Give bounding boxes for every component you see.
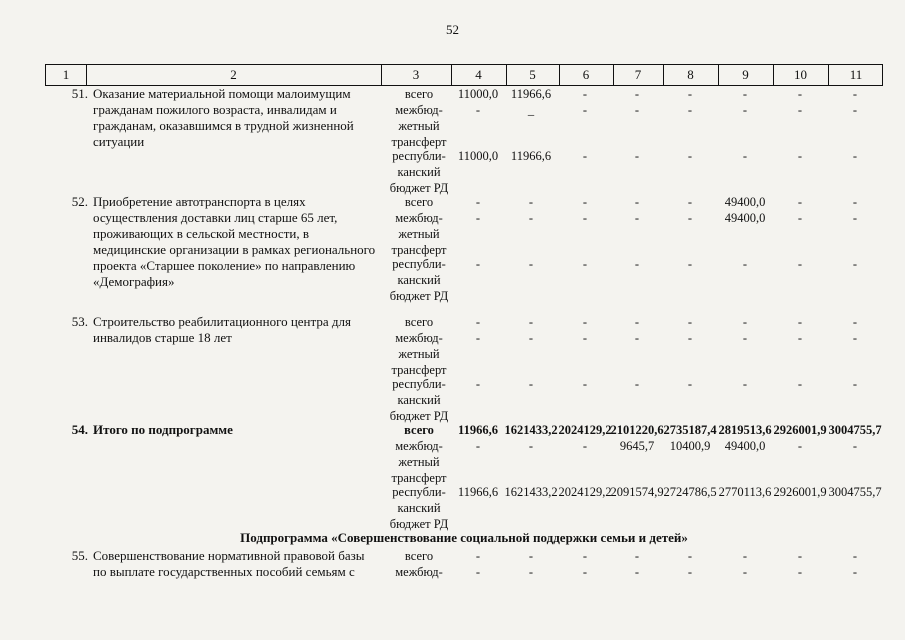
value-cell: - (528, 331, 534, 345)
value-cell: - (852, 103, 858, 117)
value-cell: - (582, 257, 588, 271)
value-cell: - (634, 149, 640, 163)
value-cell: - (742, 315, 748, 329)
subprogram-title-row (45, 530, 883, 548)
value-cell: - (742, 87, 748, 101)
funding-source: всего (404, 423, 434, 437)
value-cell: - (797, 257, 803, 271)
value-cell: - (797, 315, 803, 329)
value-cell: - (687, 195, 693, 209)
funding-source: всего (404, 315, 434, 329)
value-cell: 2091574,9 (610, 485, 664, 499)
value-cell: 2024129,2 (558, 485, 612, 499)
value-cell: 11966,6 (510, 149, 552, 163)
value-cell: - (852, 211, 858, 225)
value-cell: - (797, 565, 803, 579)
value-cell: - (475, 195, 481, 209)
value-cell: - (797, 377, 803, 391)
value-cell: _ (527, 103, 535, 117)
funding-source: межбюд-жетный трансферт (391, 103, 447, 149)
table-row (45, 194, 883, 314)
value-cell: - (528, 565, 534, 579)
header-divider (773, 65, 774, 86)
value-cell: - (634, 315, 640, 329)
funding-source: межбюд-жетный трансферт (391, 331, 447, 377)
value-cell: 2735187,4 (663, 423, 717, 437)
value-cell: - (797, 149, 803, 163)
value-cell: - (687, 565, 693, 579)
header-divider (828, 65, 829, 86)
header-cell-4: 4 (475, 67, 482, 82)
table-row (45, 86, 883, 194)
row-number: 53. (71, 314, 88, 329)
value-cell: 3004755,7 (828, 423, 882, 437)
header-divider (613, 65, 614, 86)
header-cell-3: 3 (412, 67, 420, 82)
value-cell: - (742, 257, 748, 271)
value-cell: - (852, 549, 858, 563)
header-divider (663, 65, 664, 86)
header-divider (718, 65, 719, 86)
header-cell-1: 1 (62, 67, 70, 82)
row-number: 55. (71, 548, 88, 563)
value-cell: 3004755,7 (828, 485, 882, 499)
budget-table (45, 64, 883, 640)
value-cell: - (582, 549, 588, 563)
funding-source: республи-канский бюджет РД (389, 257, 449, 303)
value-cell: - (687, 149, 693, 163)
value-cell: - (797, 103, 803, 117)
value-cell: - (852, 257, 858, 271)
value-cell: - (797, 195, 803, 209)
value-cell: 2926001,9 (773, 423, 827, 437)
row-name: Итого по подпрограмме (93, 422, 233, 437)
header-cell-9: 9 (742, 67, 749, 82)
value-cell: 49400,0 (724, 439, 766, 453)
header-cell-6: 6 (582, 67, 590, 82)
value-cell: - (687, 315, 693, 329)
value-cell: - (634, 87, 640, 101)
value-cell: 10400,9 (669, 439, 711, 453)
row-name: Оказание материальной помощи малоимущим гражданам пожилого возраста, инвалидам и гражданам, оказавшимся в трудной жизненной ситуации (93, 86, 354, 149)
value-cell: - (582, 331, 588, 345)
value-cell: - (634, 377, 640, 391)
value-cell: - (582, 377, 588, 391)
row-name: Строительство реабилитационного центра для инвалидов старше 18 лет (93, 314, 351, 345)
funding-source: республи-канский бюджет РД (389, 377, 449, 423)
funding-source: межбюд- (395, 565, 443, 579)
value-cell: 49400,0 (724, 195, 766, 209)
value-cell: - (852, 439, 858, 453)
page-number: 52 (446, 22, 459, 37)
value-cell: - (634, 195, 640, 209)
value-cell: - (797, 331, 803, 345)
value-cell: - (528, 211, 534, 225)
funding-source: всего (404, 195, 434, 209)
value-cell: - (797, 87, 803, 101)
table-row (45, 548, 883, 588)
row-number: 54. (71, 422, 88, 437)
header-cell-5: 5 (529, 67, 536, 82)
value-cell: - (687, 211, 693, 225)
value-cell: - (634, 331, 640, 345)
header-divider (381, 65, 382, 86)
value-cell: - (582, 439, 588, 453)
value-cell: - (528, 315, 534, 329)
header-cell-7: 7 (634, 67, 642, 82)
value-cell: 11966,6 (510, 87, 552, 101)
row-number: 52. (71, 194, 88, 209)
row-name: Приобретение автотранспорта в целях осуществления доставки лиц старше 65 лет, проживающих в сельской местности, в медицинские организации в рамках регионального проекта «Старшее поколение» по направлению «Демография» (93, 194, 376, 289)
value-cell: - (528, 195, 534, 209)
table-body (45, 85, 883, 588)
value-cell: - (475, 565, 481, 579)
value-cell: 9645,7 (619, 439, 655, 453)
value-cell: 2926001,9 (773, 485, 827, 499)
value-cell: - (582, 103, 588, 117)
header-divider (506, 65, 507, 86)
value-cell: - (582, 565, 588, 579)
value-cell: - (852, 565, 858, 579)
value-cell: - (582, 149, 588, 163)
value-cell: - (582, 211, 588, 225)
funding-source: всего (404, 87, 434, 101)
value-cell: - (797, 211, 803, 225)
value-cell: - (797, 439, 803, 453)
value-cell: - (687, 257, 693, 271)
value-cell: 1621433,2 (504, 485, 558, 499)
value-cell: 2819513,6 (718, 423, 772, 437)
subprogram-title: Подпрограмма «Совершенствование социальной поддержки семьи и детей» (240, 530, 688, 545)
value-cell: - (634, 211, 640, 225)
header-cell-11: 11 (849, 67, 863, 82)
value-cell: - (852, 377, 858, 391)
value-cell: - (475, 549, 481, 563)
value-cell: 2024129,2 (558, 423, 612, 437)
value-cell: - (475, 103, 481, 117)
table-row (45, 314, 883, 422)
value-cell: - (475, 315, 481, 329)
value-cell: 2724786,5 (663, 485, 717, 499)
value-cell: - (742, 549, 748, 563)
value-cell: - (742, 331, 748, 345)
value-cell: - (475, 377, 481, 391)
row-number: 51. (71, 86, 88, 101)
value-cell: - (742, 565, 748, 579)
value-cell: 2770113,6 (718, 485, 772, 499)
header-divider (559, 65, 560, 86)
funding-source: межбюд-жетный трансферт (391, 211, 447, 257)
value-cell: - (687, 103, 693, 117)
value-cell: - (852, 331, 858, 345)
value-cell: - (475, 257, 481, 271)
value-cell: 11000,0 (457, 149, 499, 163)
value-cell: - (687, 377, 693, 391)
value-cell: - (634, 103, 640, 117)
value-cell: - (797, 549, 803, 563)
funding-source: межбюд-жетный трансферт (391, 439, 447, 485)
table-header-row (45, 64, 883, 85)
value-cell: - (475, 331, 481, 345)
value-cell: - (852, 195, 858, 209)
value-cell: - (634, 549, 640, 563)
value-cell: - (634, 565, 640, 579)
value-cell: - (634, 257, 640, 271)
value-cell: - (528, 257, 534, 271)
header-cell-8: 8 (687, 67, 694, 82)
value-cell: - (852, 87, 858, 101)
value-cell: - (687, 87, 693, 101)
header-divider (86, 65, 87, 86)
value-cell: - (582, 315, 588, 329)
value-cell: - (852, 315, 858, 329)
value-cell: - (528, 439, 534, 453)
value-cell: 11966,6 (457, 485, 499, 499)
funding-source: республи-канский бюджет РД (389, 485, 449, 531)
value-cell: - (687, 331, 693, 345)
header-cell-10: 10 (794, 67, 807, 82)
value-cell: - (742, 149, 748, 163)
table-row (45, 422, 883, 530)
value-cell: - (528, 549, 534, 563)
value-cell: - (582, 195, 588, 209)
header-cell-2: 2 (230, 67, 237, 82)
value-cell: - (475, 211, 481, 225)
value-cell: 1621433,2 (504, 423, 558, 437)
value-cell: - (582, 87, 588, 101)
value-cell: - (475, 439, 481, 453)
funding-source: всего (404, 549, 434, 563)
value-cell: - (687, 549, 693, 563)
value-cell: - (742, 377, 748, 391)
value-cell: 11000,0 (457, 87, 499, 101)
value-cell: 2101220,6 (610, 423, 664, 437)
header-divider (451, 65, 452, 86)
value-cell: 11966,6 (458, 423, 498, 437)
value-cell: - (852, 149, 858, 163)
value-cell: 49400,0 (724, 211, 766, 225)
row-name: Совершенствование нормативной правовой базы по выплате государственных пособий семьям с (93, 548, 365, 579)
value-cell: - (528, 377, 534, 391)
funding-source: республи-канский бюджет РД (389, 149, 449, 195)
value-cell: - (742, 103, 748, 117)
